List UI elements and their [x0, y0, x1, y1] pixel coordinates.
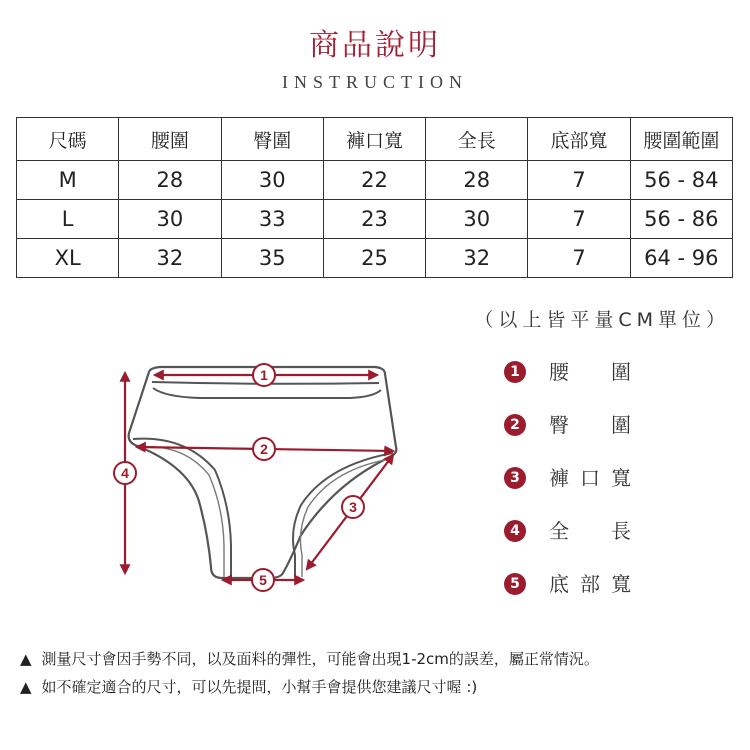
legend-label: [549, 358, 631, 386]
legend-label: [549, 464, 631, 492]
legend-char: 部: [580, 572, 600, 596]
table-cell: 22: [323, 161, 425, 200]
table-row: [17, 239, 733, 278]
triangle-icon: ▲: [20, 678, 32, 696]
legend-item-length: [504, 517, 644, 545]
table-row: [17, 200, 733, 239]
legend-item-crotch-width: [504, 570, 644, 598]
table-cell: 30: [119, 200, 221, 239]
legend-number-badge: 4: [504, 520, 526, 542]
note-line: [20, 645, 745, 673]
legend-item-waist: [504, 358, 644, 386]
table-cell: 35: [221, 239, 323, 278]
column-header-length: 全長: [426, 118, 528, 161]
marker-1: [253, 364, 275, 386]
table-cell: 7: [528, 161, 630, 200]
legend-label: [549, 517, 631, 545]
legend-char: 全: [549, 519, 569, 543]
table-cell: 28: [119, 161, 221, 200]
legend-char: 圍: [611, 360, 631, 384]
table-cell: 30: [221, 161, 323, 200]
table-cell: 33: [221, 200, 323, 239]
marker-4: [114, 462, 136, 484]
table-cell: 23: [323, 200, 425, 239]
unit-note: （以上皆平量CM單位）: [474, 309, 730, 331]
measurement-legend: [504, 358, 644, 623]
svg-text:5: 5: [259, 572, 267, 588]
table-cell: 7: [528, 200, 630, 239]
table-cell: 56 - 84: [630, 161, 732, 200]
legend-number-badge: 1: [504, 361, 526, 383]
table-cell: 7: [528, 239, 630, 278]
note-text: 測量尺寸會因手勢不同，以及面料的彈性，可能會出現1-2cm的誤差，屬正常情況。: [41, 650, 599, 668]
marker-5: [252, 569, 274, 591]
note-text: 如不確定適合的尺寸，可以先提問，小幫手會提供您建議尺寸喔 :): [41, 678, 478, 696]
legend-label: [549, 411, 631, 439]
legend-char: 圍: [611, 413, 631, 437]
triangle-icon: ▲: [20, 650, 32, 668]
column-header-hip: 臀圍: [221, 118, 323, 161]
legend-number-badge: 2: [504, 414, 526, 436]
svg-text:4: 4: [121, 465, 129, 481]
size-table: [16, 117, 733, 278]
marker-3: [342, 496, 364, 518]
garment-outline: [129, 367, 397, 578]
page-title: 商品說明: [309, 28, 441, 63]
column-header-leg-opening: 褲口寬: [323, 118, 425, 161]
column-header-waist: 腰圍: [119, 118, 221, 161]
table-cell: XL: [17, 239, 119, 278]
notes-section: [20, 645, 745, 701]
legend-char: 褲: [549, 466, 569, 490]
legend-char: 寬: [611, 466, 631, 490]
column-header-waist-range: 腰圍範圍: [630, 118, 732, 161]
table-cell: 56 - 86: [630, 200, 732, 239]
legend-item-hip: [504, 411, 644, 439]
legend-char: 底: [549, 572, 569, 596]
page-subtitle: INSTRUCTION: [282, 72, 468, 92]
legend-char: 口: [580, 466, 600, 490]
garment-diagram: [105, 355, 405, 595]
note-line: [20, 673, 745, 701]
table-cell: 32: [426, 239, 528, 278]
legend-label: [549, 570, 631, 598]
legend-char: 長: [611, 519, 631, 543]
table-header-row: [17, 118, 733, 161]
table-cell: 64 - 96: [630, 239, 732, 278]
svg-text:3: 3: [349, 499, 357, 515]
legend-number-badge: 3: [504, 467, 526, 489]
table-cell: 25: [323, 239, 425, 278]
table-cell: M: [17, 161, 119, 200]
legend-number-badge: 5: [504, 573, 526, 595]
table-cell: 28: [426, 161, 528, 200]
svg-text:1: 1: [260, 367, 268, 383]
svg-text:2: 2: [260, 441, 268, 457]
table-cell: 30: [426, 200, 528, 239]
marker-2: [253, 438, 275, 460]
legend-char: 臀: [549, 413, 569, 437]
table-row: [17, 161, 733, 200]
legend-item-leg-opening: [504, 464, 644, 492]
column-header-crotch-width: 底部寬: [528, 118, 630, 161]
table-cell: 32: [119, 239, 221, 278]
legend-char: 寬: [611, 572, 631, 596]
table-cell: L: [17, 200, 119, 239]
column-header-size: 尺碼: [17, 118, 119, 161]
legend-char: 腰: [549, 360, 569, 384]
